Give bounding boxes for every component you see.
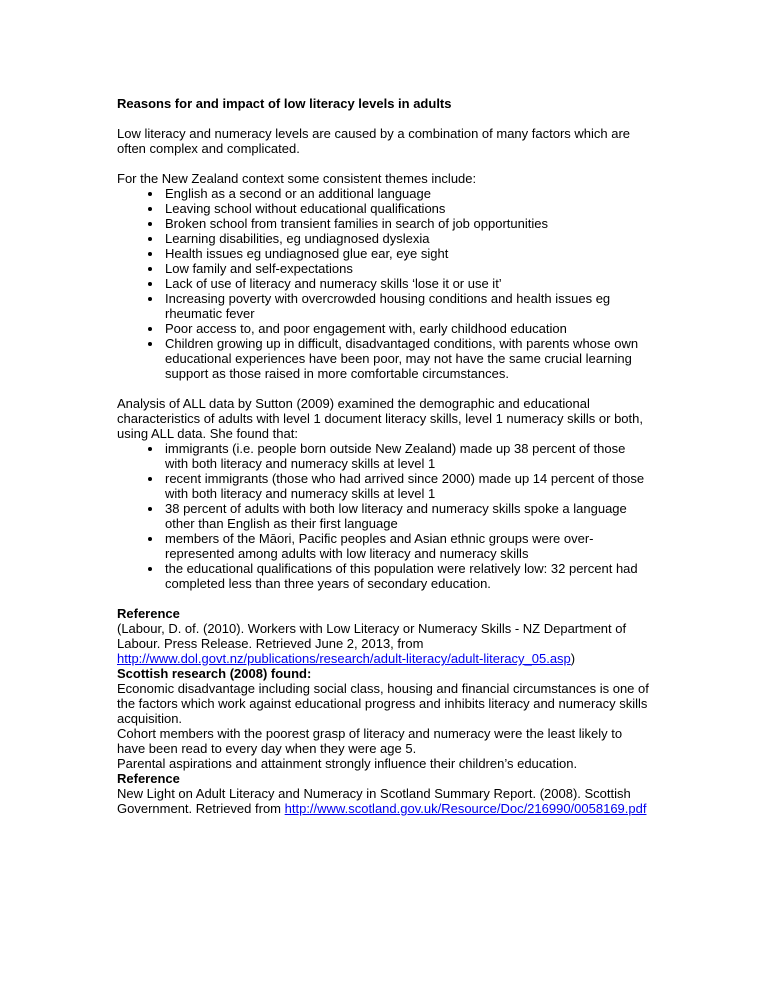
- intro-paragraph: Low literacy and numeracy levels are caused by a combination of many factors which are often complex and complicated.: [117, 126, 631, 156]
- reference-citation: [117, 621, 651, 666]
- reference-heading: Reference: [117, 606, 180, 621]
- reference-section-1: [117, 606, 651, 666]
- nz-theme-item: • Broken school from transient families in search of job opportunities: [163, 216, 651, 231]
- analysis-finding-item: • immigrants (i.e. people born outside New Zealand) made up 38 percent of those with both literacy and numeracy skills at level 1: [163, 441, 651, 471]
- scottish-research-section: [117, 666, 651, 771]
- scottish-paragraph-1: Economic disadvantage including social class, housing and financial circumstances is one of the factors which work against educational progress and inhibits literacy and numeracy skills acquisition.: [117, 681, 649, 726]
- analysis-lead: Analysis of ALL data by Sutton (2009) examined the demographic and educational characteristics of adults with level 1 document literacy skills, level 1 numeracy skills or both, using ALL data. She found that:: [117, 396, 643, 441]
- analysis-finding-item: • the educational qualifications of this population were relatively low: 32 percent had completed less than three years of secondary education.: [163, 561, 651, 591]
- nz-themes-list: [117, 186, 651, 381]
- nz-theme-item: • Increasing poverty with overcrowded housing conditions and health issues eg rheumatic fever: [163, 291, 651, 321]
- scotland-gov-link[interactable]: http://www.scotland.gov.uk/Resource/Doc/216990/0058169.pdf: [284, 801, 647, 816]
- reference-citation-text: (Labour, D. of. (2010). Workers with Low Literacy or Numeracy Skills - NZ Department of Labour. Press Release. Retrieved June 2, 2013, from: [117, 621, 627, 651]
- scottish-paragraph-2: Cohort members with the poorest grasp of literacy and numeracy were the least likely to have been read to every day when they were age 5.: [117, 726, 623, 756]
- reference-citation: [117, 786, 651, 816]
- nz-context-section: [117, 171, 651, 381]
- scottish-paragraph-3: Parental aspirations and attainment strongly influence their children’s education.: [117, 756, 578, 771]
- dol-govt-link[interactable]: http://www.dol.govt.nz/publications/research/adult-literacy/adult-literacy_05.asp: [117, 651, 571, 666]
- nz-context-lead: For the New Zealand context some consistent themes include:: [117, 171, 477, 186]
- nz-theme-item: • Lack of use of literacy and numeracy skills ‘lose it or use it’: [163, 276, 651, 291]
- scottish-research-heading: Scottish research (2008) found:: [117, 666, 312, 681]
- nz-theme-item: • Children growing up in difficult, disadvantaged conditions, with parents whose own educational experiences have been poor, may not have the same crucial learning support as those raised in more comfortable circumstances.: [163, 336, 651, 381]
- reference-heading: Reference: [117, 771, 180, 786]
- reference-citation-text: New Light on Adult Literacy and Numeracy in Scotland Summary Report. (2008). Scottish Government. Retrieved from: [117, 786, 631, 816]
- nz-theme-item: • Low family and self-expectations: [163, 261, 651, 276]
- reference-section-2: [117, 771, 651, 816]
- nz-theme-item: • Health issues eg undiagnosed glue ear, eye sight: [163, 246, 651, 261]
- page-title: Reasons for and impact of low literacy levels in adults: [117, 96, 452, 111]
- reference-link-suffix: ): [570, 651, 576, 666]
- analysis-finding-item: • 38 percent of adults with both low literacy and numeracy skills spoke a language other than English as their first language: [163, 501, 651, 531]
- document-page: [117, 96, 651, 816]
- nz-theme-item: • Poor access to, and poor engagement with, early childhood education: [163, 321, 651, 336]
- nz-theme-item: • Leaving school without educational qualifications: [163, 201, 651, 216]
- analysis-finding-item: • members of the Māori, Pacific peoples and Asian ethnic groups were over-represented among adults with low literacy and numeracy skills: [163, 531, 651, 561]
- analysis-section: [117, 396, 651, 591]
- analysis-finding-item: • recent immigrants (those who had arrived since 2000) made up 14 percent of those with both literacy and numeracy skills at level 1: [163, 471, 651, 501]
- nz-theme-item: • Learning disabilities, eg undiagnosed dyslexia: [163, 231, 651, 246]
- nz-theme-item: • English as a second or an additional language: [163, 186, 651, 201]
- analysis-findings-list: [117, 441, 651, 591]
